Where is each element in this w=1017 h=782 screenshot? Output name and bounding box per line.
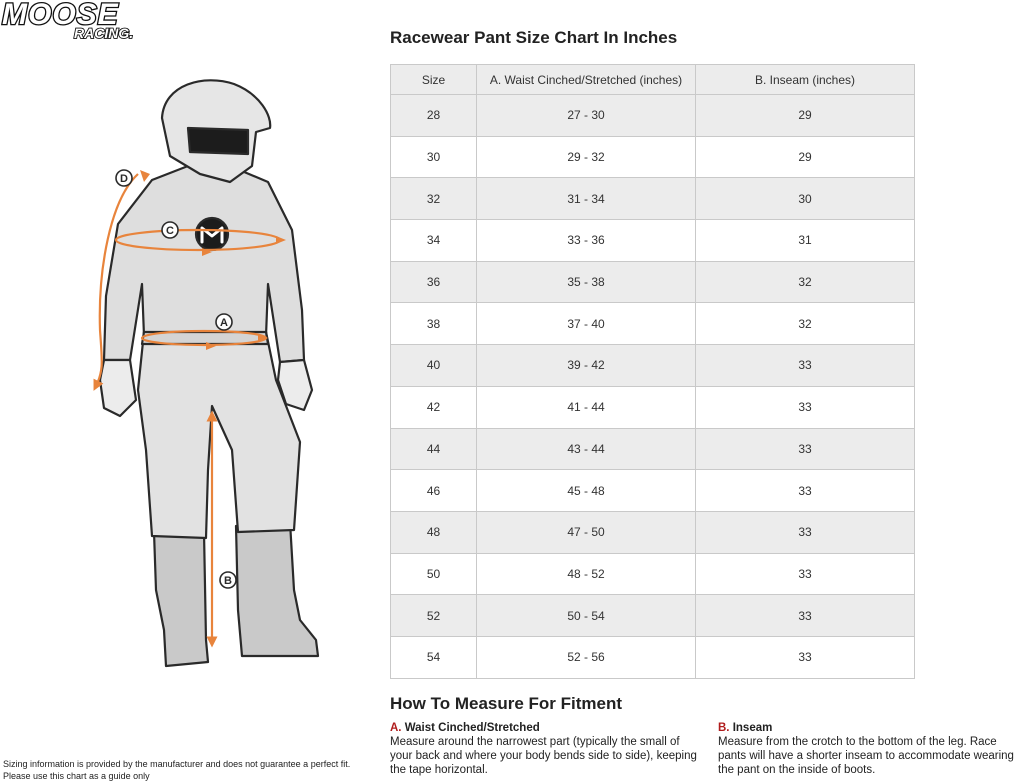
cell-size: 30 [391,136,477,178]
cell-inseam: 29 [696,136,915,178]
cell-size: 42 [391,386,477,428]
cell-size: 52 [391,595,477,637]
rider-measurement-illustration [80,70,340,680]
cell-size: 46 [391,470,477,512]
table-row [391,428,915,470]
table-row [391,511,915,553]
marker-c [162,222,178,238]
table-row [391,220,915,262]
cell-size: 40 [391,345,477,387]
cell-waist: 48 - 52 [477,553,696,595]
cell-waist: 27 - 30 [477,95,696,137]
svg-text:D: D [120,173,128,185]
cell-waist: 52 - 56 [477,636,696,678]
svg-text:A: A [220,317,228,329]
table-row [391,553,915,595]
goggles-shape [188,128,248,154]
inseam-description: Measure from the crotch to the bottom of the leg. Race pants will have a shorter inseam to accommodate wearing the pant on the inside of boots. [718,736,1014,776]
table-row [391,261,915,303]
cell-size: 38 [391,303,477,345]
cell-waist: 39 - 42 [477,345,696,387]
waist-instructions [390,721,700,777]
cell-size: 50 [391,553,477,595]
cell-size: 32 [391,178,477,220]
cell-waist: 33 - 36 [477,220,696,262]
left-glove-shape [100,360,136,416]
svg-text:B: B [224,575,232,587]
inseam-label: Inseam [732,722,773,734]
cell-waist: 47 - 50 [477,511,696,553]
pants-shape [138,332,300,538]
marker-d [116,170,132,186]
svg-text:C: C [166,225,174,237]
size-chart-title: Racewear Pant Size Chart In Inches [390,28,678,47]
inseam-instructions [718,721,1017,777]
how-to-measure-title: How To Measure For Fitment [390,694,623,713]
cell-inseam: 33 [696,511,915,553]
cell-waist: 45 - 48 [477,470,696,512]
cell-waist: 50 - 54 [477,595,696,637]
waist-description: Measure around the narrowest part (typically the small of your back and where your body bends side to side), keeping the tape horizontal. [390,736,697,776]
cell-inseam: 33 [696,386,915,428]
sizing-disclaimer [3,758,373,782]
cell-waist: 29 - 32 [477,136,696,178]
waist-letter: A. [390,722,402,734]
header-inseam: B. Inseam (inches) [696,65,915,95]
cell-inseam: 33 [696,428,915,470]
disclaimer-line-1: Sizing information is provided by the manufacturer and does not guarantee a perfect fit. [3,759,351,769]
table-header-row [391,65,915,95]
cell-inseam: 32 [696,261,915,303]
logo-sub-text: RACING. [74,25,134,41]
moose-racing-logo [0,0,190,42]
cell-size: 28 [391,95,477,137]
table-row [391,136,915,178]
cell-size: 48 [391,511,477,553]
right-boot-shape [236,522,318,656]
table-row [391,470,915,512]
cell-size: 44 [391,428,477,470]
cell-inseam: 29 [696,95,915,137]
cell-size: 36 [391,261,477,303]
cell-inseam: 33 [696,595,915,637]
marker-b [220,572,236,588]
table-row [391,95,915,137]
cell-inseam: 32 [696,303,915,345]
table-row [391,345,915,387]
cell-inseam: 33 [696,470,915,512]
logo-brand-text: MOOSE [2,0,119,31]
table-row [391,178,915,220]
cell-inseam: 33 [696,345,915,387]
waist-label: Waist Cinched/Stretched [404,722,540,734]
cell-inseam: 33 [696,636,915,678]
header-size: Size [391,65,477,95]
cell-size: 54 [391,636,477,678]
cell-waist: 31 - 34 [477,178,696,220]
cell-inseam: 33 [696,553,915,595]
header-waist: A. Waist Cinched/Stretched (inches) [477,65,696,95]
disclaimer-line-2: Please use this chart as a guide only [3,771,150,781]
cell-waist: 37 - 40 [477,303,696,345]
table-row [391,636,915,678]
cell-waist: 35 - 38 [477,261,696,303]
cell-waist: 43 - 44 [477,428,696,470]
left-boot-shape [154,532,208,666]
marker-a [216,314,232,330]
table-row [391,595,915,637]
table-row [391,303,915,345]
size-chart-table [390,64,915,679]
cell-inseam: 31 [696,220,915,262]
inseam-letter: B. [718,722,730,734]
cell-waist: 41 - 44 [477,386,696,428]
table-row [391,386,915,428]
cell-size: 34 [391,220,477,262]
cell-inseam: 30 [696,178,915,220]
